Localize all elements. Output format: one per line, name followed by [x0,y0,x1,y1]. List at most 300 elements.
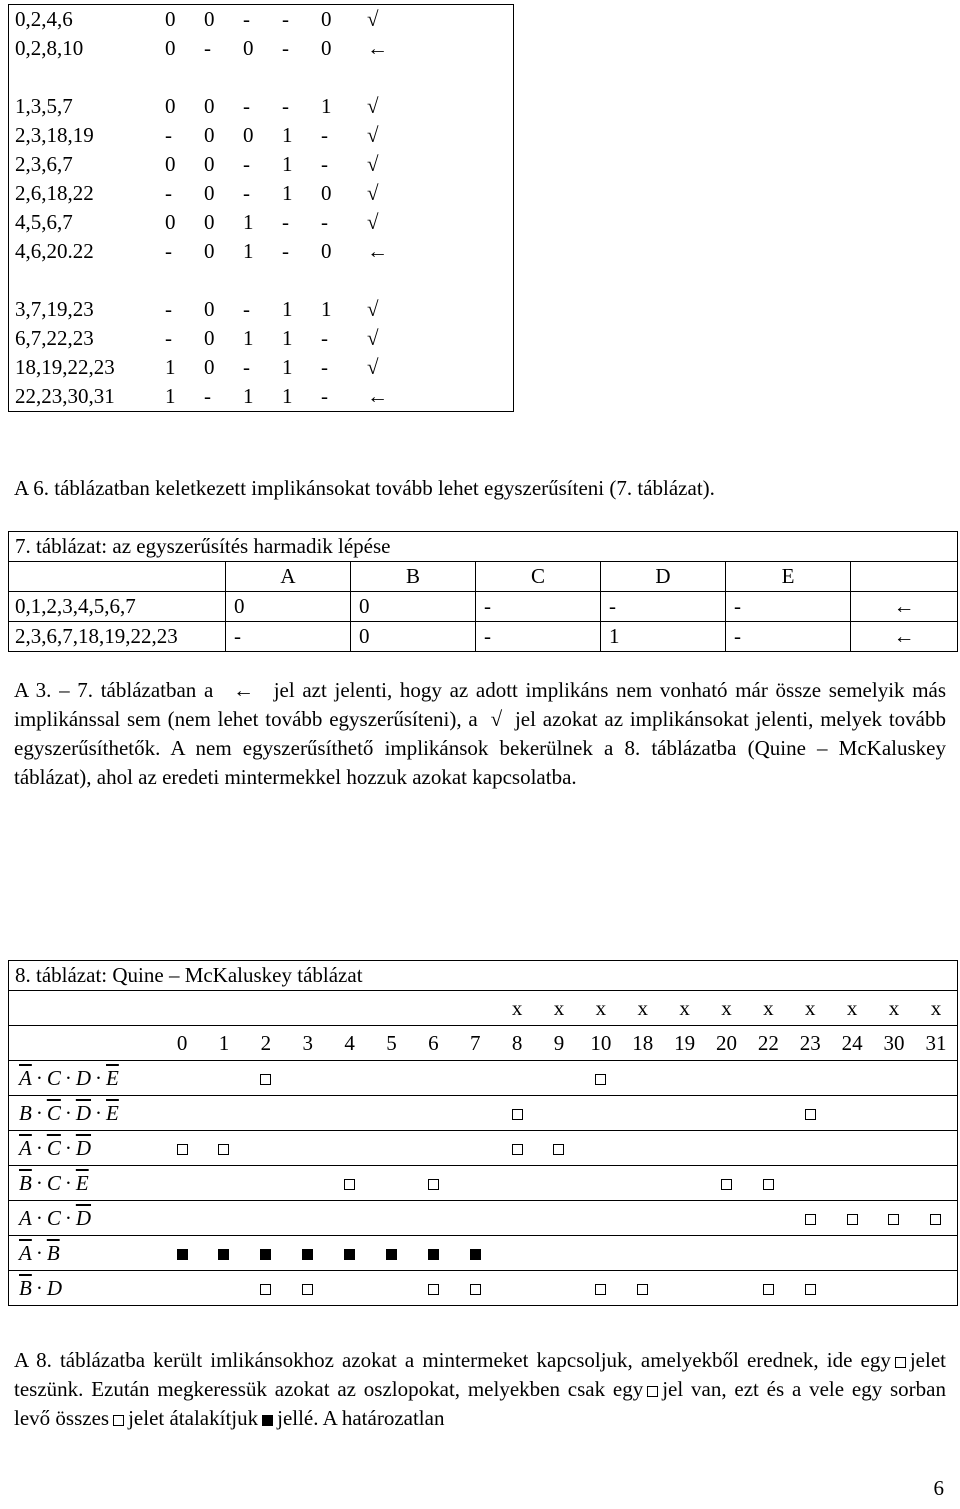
table-cell: - [282,94,289,118]
box-icon [895,1357,906,1368]
column-header: C [476,562,601,592]
table-cell [371,1201,413,1236]
negated-variable: $\overline{E}$ [106,1065,119,1090]
table-cell [203,1096,245,1131]
table-row [9,324,514,353]
table-cell [622,1096,664,1131]
table-cell: 6,7,22,23 [15,326,94,350]
table-cell [622,1131,664,1166]
table-cell: 0 [204,7,215,31]
minterm-header: 19 [664,1026,706,1061]
table-cell [161,1236,203,1271]
table-cell [329,1061,371,1096]
x-mark [203,991,245,1026]
table-cell [873,1061,915,1096]
table-cell: - [282,210,289,234]
table-cell [831,1096,873,1131]
implicant-row [9,1131,958,1166]
table-cell: 3,7,19,23 [15,297,94,321]
minterm-header: 22 [747,1026,789,1061]
box-icon [805,1214,816,1225]
table-cell: 0 [204,326,215,350]
table-cell [873,1131,915,1166]
table-cell [664,1096,706,1131]
implicant-row [9,1166,958,1201]
table-cell: 18,19,22,23 [15,355,115,379]
table-cell: - [321,123,328,147]
paragraph-2: A 3. – 7. táblázatban a ← jel azt jelenti, hogy az adott implikáns nem vonható már össze semelyik más implikánssal sem (nem lehet tovább egyszerűsíteni), a √ jel azokat az implikánsokat jelenti, melyek tovább egyszerűsíthetők. A nem egyszerűsíthető implikánsok bekerülnek a 8. táblázatba (Quine – McKaluskey táblázat), ahol az eredeti mintermekkel hozzuk azokat kapcsolatba. [14,678,947,789]
table-cell [329,1131,371,1166]
box-icon [647,1386,658,1397]
table-cell: - [243,94,250,118]
table-row [9,92,514,121]
box-icon [763,1284,774,1295]
minterm-header: 23 [789,1026,831,1061]
x-mark [412,991,454,1026]
table-cell: 1 [282,355,293,379]
dot-operator: · [35,1275,43,1300]
table-cell [747,1271,789,1306]
table-cell: - [321,326,328,350]
box-icon [930,1214,941,1225]
table-cell [287,1201,329,1236]
x-mark: x [538,991,580,1026]
table-cell: 0 [204,355,215,379]
filled-box-icon [260,1249,271,1260]
arrow-left-icon: ← [233,678,254,702]
minterm-header: 2 [245,1026,287,1061]
check-icon: √ [367,210,379,234]
table-cell: - [243,297,250,321]
table-cell: 1 [601,622,726,652]
x-mark: x [831,991,873,1026]
table-cell [329,1166,371,1201]
table-cell: 2,6,18,22 [15,181,94,205]
filled-box-icon [470,1249,481,1260]
dot-operator: · [95,1100,103,1125]
table-cell [371,1096,413,1131]
table-cell [245,1096,287,1131]
dot-operator: · [35,1170,43,1195]
table-cell [789,1236,831,1271]
table-cell [245,1271,287,1306]
table-cell [747,1096,789,1131]
table-cell [245,1061,287,1096]
table-cell: - [243,355,250,379]
table-cell [789,1166,831,1201]
table-cell: 0 [204,297,215,321]
table-cell [789,1131,831,1166]
table-cell [412,1131,454,1166]
table-cell [747,1061,789,1096]
table-cell [287,1061,329,1096]
table-cell [329,1271,371,1306]
table-gap-row [9,63,514,92]
table-cell [915,1061,958,1096]
box-icon [595,1074,606,1085]
table-cell [245,1236,287,1271]
minterm-header: 0 [161,1026,203,1061]
table-cell [371,1166,413,1201]
table-cell [580,1166,622,1201]
negated-variable: $\overline{E}$ [106,1100,119,1125]
table-cell [538,1061,580,1096]
table-cell [496,1096,538,1131]
table-cell: - [243,152,250,176]
table-cell [664,1061,706,1096]
x-mark: x [664,991,706,1026]
negated-variable: $\overline{A}$ [19,1135,32,1160]
table-row [9,121,514,150]
dot-operator: · [64,1205,72,1230]
table-cell [496,1166,538,1201]
table-cell [203,1236,245,1271]
table-cell [454,1096,496,1131]
table-row [9,208,514,237]
table-cell: 1 [243,326,254,350]
table-cell: 0 [165,210,176,234]
table-cell: 0,2,4,6 [15,7,73,31]
table-cell [329,1201,371,1236]
table-cell [454,1236,496,1271]
x-mark [245,991,287,1026]
box-icon [428,1179,439,1190]
table-cell: 1 [243,239,254,263]
table-cell [706,1271,748,1306]
table-8 [8,960,958,1306]
table-cell [161,1166,203,1201]
table-cell [622,1236,664,1271]
negated-variable: $\overline{B}$ [19,1170,32,1195]
table-cell [161,1096,203,1131]
table-row [9,353,514,382]
dot-operator: · [35,1135,43,1160]
table-cell: - [321,210,328,234]
implicant-label [9,1236,162,1271]
table-cell: 0 [165,7,176,31]
table-cell [831,1131,873,1166]
column-header: A [226,562,351,592]
table-row [9,382,514,412]
table-cell [915,1271,958,1306]
box-icon [512,1144,523,1155]
variable: C [46,1205,61,1230]
table-cell: 2,3,6,7 [15,152,73,176]
x-mark: x [747,991,789,1026]
table-cell: 4,5,6,7 [15,210,73,234]
x-mark: x [706,991,748,1026]
table-cell: - [726,622,851,652]
minterm-row [9,1026,958,1061]
column-header: E [726,562,851,592]
table-cell: 1 [282,384,293,408]
check-icon: √ [367,7,379,31]
table-cell [873,1236,915,1271]
table-cell [538,1271,580,1306]
table-cell [580,1096,622,1131]
negated-variable: $\overline{A}$ [19,1065,32,1090]
table-cell [412,1236,454,1271]
table-cell [831,1201,873,1236]
table-cell: 1,3,5,7 [15,94,73,118]
negated-variable: $\overline{D}$ [75,1100,92,1125]
dot-operator: · [64,1170,72,1195]
box-icon [428,1284,439,1295]
dot-operator: · [64,1100,72,1125]
box-icon [344,1179,355,1190]
implicant-label [9,1061,162,1096]
table-gap-row [9,266,514,295]
table-cell: 1 [282,123,293,147]
x-mark [287,991,329,1026]
minterm-header: 4 [329,1026,371,1061]
table-cell [412,1166,454,1201]
table-cell: 0 [204,123,215,147]
implicant-label [9,1201,162,1236]
table-cell [915,1131,958,1166]
table-cell [203,1166,245,1201]
table-cell: 0 [204,181,215,205]
table-cell [161,1271,203,1306]
dot-operator: · [35,1205,43,1230]
table-cell: 2,3,18,19 [15,123,94,147]
negated-variable: $\overline{B}$ [46,1240,60,1265]
table-cell [831,1271,873,1306]
minterm-header: 5 [371,1026,413,1061]
table-cell [412,1096,454,1131]
table-cell [454,1166,496,1201]
table-cell: 1 [321,94,332,118]
table-cell: - [282,239,289,263]
minterm-header: 31 [915,1026,958,1061]
filled-box-icon [218,1249,229,1260]
table-cell: 0 [351,622,476,652]
arrow-left-icon: ← [367,384,388,408]
table-cell [203,1271,245,1306]
table-cell [706,1166,748,1201]
table-cell: - [321,355,328,379]
box-icon [260,1284,271,1295]
box-icon [763,1179,774,1190]
table-cell [454,1131,496,1166]
row-label [9,1026,162,1061]
negated-variable: $\overline{C}$ [46,1100,61,1125]
table-cell: - [165,123,172,147]
implicant-row [9,1201,958,1236]
table-cell: 4,6,20.22 [15,239,94,263]
table-cell: 1 [321,297,332,321]
check-icon: √ [367,123,379,147]
minterm-header: 8 [496,1026,538,1061]
x-mark: x [622,991,664,1026]
table-7-caption: 7. táblázat: az egyszerűsítés harmadik lépése [15,534,391,558]
filled-box-icon [386,1249,397,1260]
table-cell [371,1131,413,1166]
minterm-header: 3 [287,1026,329,1061]
table-cell: 0,2,8,10 [15,36,84,60]
box-icon [113,1415,124,1426]
check-icon: √ [367,152,379,176]
negated-variable: $\overline{D}$ [75,1135,92,1160]
table-cell [203,1061,245,1096]
table-cell: 0 [226,592,351,622]
table-cell [580,1061,622,1096]
table-cell: 0,1,2,3,4,5,6,7 [9,592,226,622]
box-icon [721,1179,732,1190]
dot-operator: · [95,1065,103,1090]
table-cell: 0 [243,36,254,60]
variable: A [19,1205,32,1230]
filled-box-icon [262,1415,273,1426]
table-cell [371,1236,413,1271]
table-cell [203,1131,245,1166]
minterm-header: 1 [203,1026,245,1061]
table-cell [538,1201,580,1236]
table-cell [580,1236,622,1271]
table-cell [622,1166,664,1201]
table-cell [664,1201,706,1236]
check-icon: √ [367,94,379,118]
table-cell [622,1271,664,1306]
box-icon [805,1109,816,1120]
minterm-header: 7 [454,1026,496,1061]
table-cell [789,1096,831,1131]
filled-box-icon [428,1249,439,1260]
table-cell [873,1096,915,1131]
paragraph-3: A 8. táblázatba került imlikánsokhoz azokat a mintermeket kapcsoljuk, amelyekből erednek, ide egy jelet teszünk. Ezután megkeressük azokat az oszlopokat, melyekben csak egy jel van, ezt és a vele egy sorban levő összes jelet átalakítjuk jellé. A határozatlan [14,1348,946,1430]
table-row [9,179,514,208]
table-cell [622,1061,664,1096]
table-cell [706,1061,748,1096]
x-mark-row [9,991,958,1026]
table-cell [706,1131,748,1166]
table-cell [538,1096,580,1131]
table-7 [8,531,958,652]
check-icon: √ [490,707,503,731]
table-cell [706,1096,748,1131]
variable: D [75,1065,92,1090]
table-cell: - [226,622,351,652]
dot-operator: · [35,1065,43,1090]
variable: B [19,1100,32,1125]
table-cell [496,1236,538,1271]
box-icon [888,1214,899,1225]
table-cell: 1 [282,152,293,176]
implicant-label [9,1166,162,1201]
table-cell: 0 [321,181,332,205]
table-row [9,592,958,622]
box-icon [847,1214,858,1225]
table-cell: 1 [243,384,254,408]
x-mark: x [496,991,538,1026]
table-cell: - [165,297,172,321]
table-cell [161,1061,203,1096]
table-cell [747,1131,789,1166]
table-cell: - [282,36,289,60]
table-cell [538,1236,580,1271]
table-cell [915,1096,958,1131]
table-cell [706,1236,748,1271]
negated-variable: $\overline{E}$ [75,1170,89,1195]
table-cell [371,1061,413,1096]
filled-box-icon [344,1249,355,1260]
table-cell [329,1236,371,1271]
table-cell [789,1201,831,1236]
dot-operator: · [64,1135,72,1160]
column-header: D [601,562,726,592]
minterm-header: 20 [706,1026,748,1061]
implicant-row [9,1271,958,1306]
table-cell: 0 [351,592,476,622]
table-cell [287,1236,329,1271]
check-icon: √ [367,297,379,321]
table-cell: - [204,36,211,60]
table-cell [412,1061,454,1096]
filled-box-icon [302,1249,313,1260]
table-row [9,34,514,63]
box-icon [512,1109,523,1120]
table-cell: - [282,7,289,31]
table-cell: - [165,326,172,350]
box-icon [470,1284,481,1295]
table-cell [287,1131,329,1166]
table-cell [706,1201,748,1236]
arrow-left-icon: ← [367,239,388,263]
table-cell [580,1201,622,1236]
table-cell: - [204,384,211,408]
table-cell [412,1271,454,1306]
implicant-label [9,1096,162,1131]
table-cell: 0 [321,7,332,31]
x-mark [371,991,413,1026]
implicant-label [9,1271,162,1306]
table-cell [287,1166,329,1201]
implicant-row [9,1061,958,1096]
table-cell: - [726,592,851,622]
column-header: B [351,562,476,592]
table-cell [203,1201,245,1236]
table-cell: 0 [165,152,176,176]
table-cell [161,1201,203,1236]
table-cell [915,1201,958,1236]
minterm-header: 24 [831,1026,873,1061]
table-cell [789,1271,831,1306]
box-icon [637,1284,648,1295]
table-cell: - [243,181,250,205]
table-cell: 0 [204,210,215,234]
table-cell [664,1131,706,1166]
table-cell [851,562,958,592]
table-cell [873,1271,915,1306]
table-cell: 0 [204,152,215,176]
table-cell [245,1166,287,1201]
negated-variable: $\overline{B}$ [19,1275,32,1300]
table-cell [873,1201,915,1236]
arrow-left-icon: ← [367,36,388,60]
table-cell: 0 [243,123,254,147]
box-icon [805,1284,816,1295]
negated-variable: $\overline{D}$ [75,1205,92,1230]
table-cell [454,1201,496,1236]
table-cell [831,1236,873,1271]
implicant-row [9,1096,958,1131]
table-cell [747,1201,789,1236]
table-cell: 0 [165,94,176,118]
table-cell [789,1061,831,1096]
box-icon [553,1144,564,1155]
minterm-header: 18 [622,1026,664,1061]
table-cell [622,1201,664,1236]
